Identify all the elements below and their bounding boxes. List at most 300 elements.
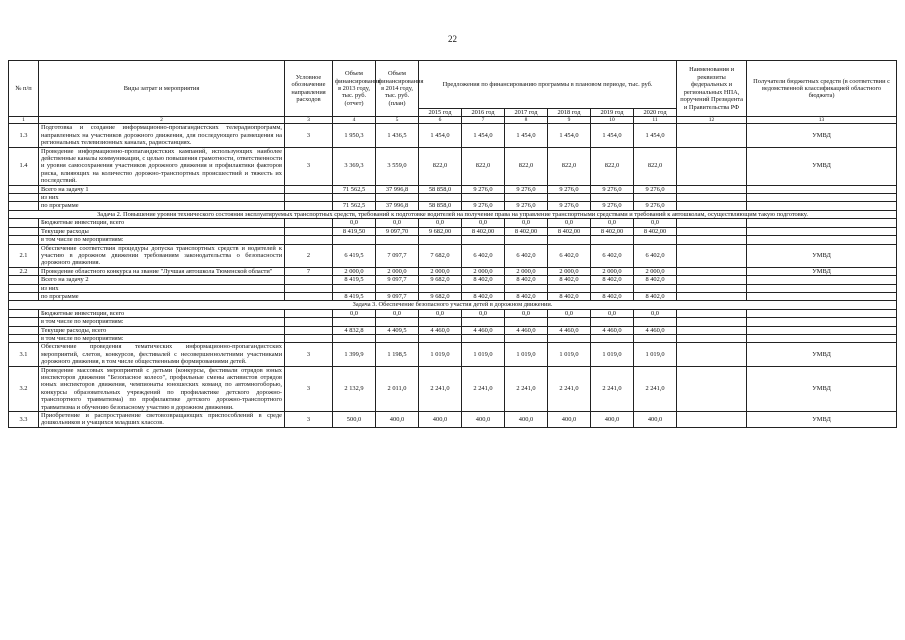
row-name: Проведение областного конкурса на звание "Лучшая автошкола Тюменской области" [39,267,285,275]
empty-cell [285,185,333,193]
value-cell [505,236,548,244]
value-cell [333,236,376,244]
header-year: 2017 год [505,109,548,117]
column-index: 2 [39,117,285,124]
value-cell: 1 019,0 [634,343,677,366]
value-cell [591,284,634,292]
value-cell: 8 402,0 [548,276,591,284]
value-cell: 9 276,0 [634,185,677,193]
value-cell [505,284,548,292]
summary-row [9,185,897,193]
row-name: в том числе по мероприятиям: [39,236,285,244]
federal-cell [677,185,747,193]
value-cell: 4 460,0 [419,326,462,334]
value-cell: 9 682,0 [419,292,462,300]
value-cell: 8 402,00 [462,227,505,235]
value-cell: 822,0 [462,147,505,185]
value-cell [505,194,548,202]
recipient-cell [747,318,897,326]
empty-cell [9,276,39,284]
value-cell: 2 241,0 [548,366,591,411]
value-cell: 0,0 [634,219,677,227]
value-cell [462,236,505,244]
value-cell [462,194,505,202]
value-cell: 1 019,0 [505,343,548,366]
empty-cell [9,219,39,227]
value-cell: 400,0 [548,412,591,428]
value-cell: 8 402,0 [634,276,677,284]
value-cell: 4 460,0 [634,326,677,334]
header-federal: Наименования и реквизиты федеральных и региональных НПА, поручений Президента и Правительства РФ [677,61,747,117]
value-cell: 822,0 [548,147,591,185]
value-cell [634,236,677,244]
column-index: 11 [634,117,677,124]
empty-cell [9,326,39,334]
value-cell: 1 454,0 [634,124,677,147]
empty-cell [9,227,39,235]
value-cell [591,194,634,202]
value-cell: 3 559,0 [376,147,419,185]
value-cell: 6 402,0 [505,244,548,267]
row-name: из них [39,194,285,202]
value-cell: 8 402,0 [505,276,548,284]
value-cell: 400,0 [505,412,548,428]
task-heading-row [9,210,897,218]
value-cell: 2 000,0 [634,267,677,275]
row-name: Бюджетные инвестиции, всего [39,309,285,317]
value-cell: 0,0 [376,219,419,227]
value-cell: 400,0 [376,412,419,428]
value-cell: 2 000,0 [548,267,591,275]
value-cell [591,236,634,244]
recipient-cell [747,284,897,292]
federal-cell [677,334,747,342]
recipient-cell: УМВД [747,267,897,275]
summary-row [9,236,897,244]
summary-row [9,194,897,202]
value-cell: 8 402,0 [634,292,677,300]
table-row [9,124,897,147]
empty-cell [285,219,333,227]
value-cell: 8 419,5 [333,292,376,300]
value-cell [462,318,505,326]
value-cell: 0,0 [505,219,548,227]
value-cell: 822,0 [634,147,677,185]
value-cell: 1 454,0 [462,124,505,147]
federal-cell [677,124,747,147]
column-index: 7 [462,117,505,124]
value-cell: 9 276,0 [548,185,591,193]
table-row [9,412,897,428]
summary-row [9,227,897,235]
value-cell: 58 858,0 [419,202,462,210]
column-index: 13 [747,117,897,124]
recipient-cell: УМВД [747,366,897,411]
value-cell [376,194,419,202]
value-cell: 0,0 [505,309,548,317]
value-cell: 0,0 [462,309,505,317]
value-cell: 0,0 [419,309,462,317]
page-number: 22 [448,34,457,44]
header-vol-2014: Объем финансирования в 2014 году, тыс. руб. (план) [376,61,419,117]
recipient-cell: УМВД [747,124,897,147]
row-code: 3 [285,147,333,185]
federal-cell [677,219,747,227]
value-cell: 6 402,0 [548,244,591,267]
value-cell [333,334,376,342]
value-cell: 1 454,0 [548,124,591,147]
value-cell: 1 454,0 [505,124,548,147]
value-cell: 2 241,0 [634,366,677,411]
row-number: 2.1 [9,244,39,267]
row-code: 3 [285,366,333,411]
value-cell: 0,0 [548,219,591,227]
federal-cell [677,202,747,210]
value-cell: 1 019,0 [462,343,505,366]
header-year: 2019 год [591,109,634,117]
value-cell: 1 399,9 [333,343,376,366]
value-cell: 0,0 [376,309,419,317]
row-number: 2.2 [9,267,39,275]
value-cell [548,334,591,342]
value-cell: 8 402,0 [462,276,505,284]
value-cell [419,318,462,326]
value-cell: 9 276,0 [548,202,591,210]
value-cell: 37 996,8 [376,185,419,193]
federal-cell [677,267,747,275]
summary-row [9,276,897,284]
value-cell [548,318,591,326]
value-cell: 6 419,5 [333,244,376,267]
value-cell: 8 419,50 [333,227,376,235]
row-code: 3 [285,343,333,366]
federal-cell [677,227,747,235]
empty-cell [285,309,333,317]
empty-cell [9,292,39,300]
row-number: 1.4 [9,147,39,185]
value-cell: 1 019,0 [419,343,462,366]
column-index: 9 [548,117,591,124]
value-cell [634,318,677,326]
value-cell: 2 011,0 [376,366,419,411]
column-index: 10 [591,117,634,124]
row-name: Текущие расходы, всего [39,326,285,334]
task-heading: Задача 3. Обеспечение безопасного участия детей в дорожном движении. [9,301,897,309]
federal-cell [677,147,747,185]
federal-cell [677,343,747,366]
row-code: 3 [285,412,333,428]
recipient-cell [747,334,897,342]
recipient-cell [747,292,897,300]
federal-cell [677,318,747,326]
value-cell: 1 950,3 [333,124,376,147]
value-cell [419,236,462,244]
value-cell: 2 000,0 [505,267,548,275]
value-cell: 58 858,0 [419,185,462,193]
empty-cell [285,284,333,292]
federal-cell [677,276,747,284]
value-cell: 6 402,0 [462,244,505,267]
task-heading-row [9,301,897,309]
value-cell [462,334,505,342]
federal-cell [677,236,747,244]
table-row [9,147,897,185]
value-cell: 3 369,3 [333,147,376,185]
value-cell: 9 682,00 [419,227,462,235]
row-name: Текущие расходы [39,227,285,235]
empty-cell [9,236,39,244]
value-cell: 4 460,0 [505,326,548,334]
value-cell: 9 276,0 [462,185,505,193]
value-cell: 1 019,0 [548,343,591,366]
value-cell: 4 460,0 [591,326,634,334]
value-cell [634,194,677,202]
financing-table [8,60,897,428]
value-cell [548,236,591,244]
value-cell: 0,0 [333,309,376,317]
recipient-cell [747,227,897,235]
recipient-cell [747,309,897,317]
value-cell: 9 097,70 [376,227,419,235]
column-index: 3 [285,117,333,124]
federal-cell [677,284,747,292]
value-cell: 7 682,0 [419,244,462,267]
value-cell: 0,0 [591,309,634,317]
summary-row [9,284,897,292]
summary-row [9,219,897,227]
value-cell: 8 402,0 [591,276,634,284]
empty-cell [9,318,39,326]
value-cell: 8 402,00 [505,227,548,235]
value-cell [419,334,462,342]
empty-cell [9,284,39,292]
federal-cell [677,309,747,317]
value-cell [419,284,462,292]
recipient-cell [747,236,897,244]
summary-row [9,202,897,210]
value-cell [462,284,505,292]
federal-cell [677,244,747,267]
value-cell: 400,0 [591,412,634,428]
empty-cell [285,194,333,202]
value-cell: 0,0 [462,219,505,227]
header-recipient: Получатели бюджетных средств (в соответствии с ведомственной классификацией областного бюджета) [747,61,897,117]
value-cell [419,194,462,202]
row-name: Проведение информационно-пропагандистских кампаний, использующих наиболее действенные каналы коммуникации, с целью повышения грамотности, ответственности и уровня самосохранения участников дорожного движения и профилактики факторов риска, влияющих на количество дорожно-транспортных происшествий и тяжесть их последствий. [39,147,285,185]
summary-row [9,292,897,300]
value-cell [548,194,591,202]
recipient-cell [747,326,897,334]
value-cell: 9 097,7 [376,276,419,284]
value-cell: 6 402,0 [634,244,677,267]
value-cell: 400,0 [419,412,462,428]
column-index: 12 [677,117,747,124]
federal-cell [677,412,747,428]
value-cell [333,284,376,292]
value-cell: 0,0 [634,309,677,317]
recipient-cell [747,276,897,284]
table-row [9,366,897,411]
value-cell [333,194,376,202]
recipient-cell [747,202,897,210]
empty-cell [285,227,333,235]
column-index: 6 [419,117,462,124]
recipient-cell: УМВД [747,244,897,267]
value-cell: 9 276,0 [505,185,548,193]
value-cell: 4 409,5 [376,326,419,334]
federal-cell [677,366,747,411]
column-index: 8 [505,117,548,124]
header-year: 2015 год [419,109,462,117]
value-cell: 2 000,0 [419,267,462,275]
value-cell: 9 276,0 [591,185,634,193]
value-cell: 8 402,00 [548,227,591,235]
value-cell: 822,0 [505,147,548,185]
recipient-cell: УМВД [747,343,897,366]
header-vol-2013: Объем финансирования в 2013 году, тыс. руб. (отчет) [333,61,376,117]
empty-cell [285,202,333,210]
empty-cell [285,292,333,300]
value-cell: 2 000,0 [591,267,634,275]
value-cell: 0,0 [419,219,462,227]
empty-cell [285,326,333,334]
row-name: в том числе по мероприятиям: [39,318,285,326]
row-code: 2 [285,244,333,267]
recipient-cell [747,185,897,193]
value-cell: 2 241,0 [505,366,548,411]
column-index: 4 [333,117,376,124]
value-cell [634,334,677,342]
header-year: 2016 год [462,109,505,117]
empty-cell [9,202,39,210]
summary-row [9,309,897,317]
row-number: 3.2 [9,366,39,411]
row-number: 3.3 [9,412,39,428]
value-cell: 9 276,0 [591,202,634,210]
row-name: Подготовка и создание информационно-пропагандистских телерадиопрограмм, направленных на участников дорожного движения, для последующего размещения на региональных телевизионных каналах, радиостанциях. [39,124,285,147]
header-year: 2020 год [634,109,677,117]
value-cell [376,284,419,292]
value-cell: 1 454,0 [591,124,634,147]
value-cell: 37 996,8 [376,202,419,210]
empty-cell [9,185,39,193]
value-cell: 400,0 [462,412,505,428]
empty-cell [285,236,333,244]
row-number: 3.1 [9,343,39,366]
value-cell: 71 562,5 [333,185,376,193]
value-cell: 8 419,5 [333,276,376,284]
value-cell: 0,0 [333,219,376,227]
value-cell: 1 198,5 [376,343,419,366]
value-cell: 2 241,0 [591,366,634,411]
value-cell: 822,0 [591,147,634,185]
value-cell: 71 562,5 [333,202,376,210]
value-cell [505,334,548,342]
value-cell: 2 000,0 [376,267,419,275]
value-cell: 822,0 [419,147,462,185]
value-cell: 8 402,0 [591,292,634,300]
value-cell: 0,0 [591,219,634,227]
header-name: Виды затрат и мероприятия [39,61,285,117]
value-cell: 2 241,0 [462,366,505,411]
value-cell: 9 276,0 [634,202,677,210]
value-cell: 500,0 [333,412,376,428]
recipient-cell [747,194,897,202]
empty-cell [285,334,333,342]
value-cell [333,318,376,326]
row-number: 1.3 [9,124,39,147]
federal-cell [677,326,747,334]
table-row [9,267,897,275]
row-name: Обеспечение проведения тематических информационно-пропагандистских мероприятий, слетов, конкурсов, фестивалей с несовершеннолетними участниками дорожного движения, в том числе общественными формированиями детей. [39,343,285,366]
value-cell [376,318,419,326]
summary-row [9,326,897,334]
table-header [9,61,897,124]
header-no: № п/п [9,61,39,117]
table-row [9,244,897,267]
value-cell: 4 460,0 [548,326,591,334]
table-row [9,343,897,366]
empty-cell [9,334,39,342]
value-cell: 4 460,0 [462,326,505,334]
value-cell: 2 000,0 [462,267,505,275]
column-index: 1 [9,117,39,124]
value-cell [505,318,548,326]
recipient-cell: УМВД [747,147,897,185]
value-cell: 2 241,0 [419,366,462,411]
value-cell: 8 402,00 [634,227,677,235]
row-name: Бюджетные инвестиции, всего [39,219,285,227]
value-cell: 8 402,00 [591,227,634,235]
summary-row [9,318,897,326]
column-index: 5 [376,117,419,124]
row-name: из них [39,284,285,292]
row-name: Приобретение и распространение световозвращающих приспособлений в среде дошкольников и учащихся младших классов. [39,412,285,428]
row-name: в том числе по мероприятиям: [39,334,285,342]
row-name: Обеспечение соответствия процедуры допуска транспортных средств и водителей к участию в дорожном движении требованиям законодательства о безопасности дорожного движения. [39,244,285,267]
value-cell [548,284,591,292]
value-cell: 2 000,0 [333,267,376,275]
value-cell [591,318,634,326]
row-name: Всего на задачу 2 [39,276,285,284]
value-cell: 8 402,0 [462,292,505,300]
empty-cell [285,276,333,284]
value-cell: 9 276,0 [505,202,548,210]
empty-cell [9,194,39,202]
value-cell: 9 097,7 [376,292,419,300]
row-code: 7 [285,267,333,275]
row-code: 3 [285,124,333,147]
value-cell: 9 276,0 [462,202,505,210]
value-cell: 400,0 [634,412,677,428]
table-body [9,124,897,427]
value-cell [634,284,677,292]
task-heading: Задача 2. Повышение уровня технического состояния эксплуатируемых транспортных средств, требований к подготовке водителей на получение права на управление транспортными средствами и требований к автошколам, осуществляющим такую подготовку. [9,210,897,218]
row-name: по программе [39,292,285,300]
empty-cell [9,309,39,317]
header-code: Условное обозначение направления расходов [285,61,333,117]
value-cell: 8 402,0 [548,292,591,300]
recipient-cell: УМВД [747,412,897,428]
header-proposals: Предложения по финансированию программы в плановом периоде, тыс. руб. [419,61,677,109]
row-name: Проведение массовых мероприятий с детьми (конкурсы, фестивали отрядов юных инспекторов движения "Безопасное колесо", профильные смены активистов отрядов юных инспекторов движения, чемпионаты юношеских команд по автомногоборью, конкурсы образовательных учреждений по профилактике детского дорожно-транспортного травматизма) по профилактике детского дорожно-транспортного травматизма и обучению безопасному участию в дорожном движении. [39,366,285,411]
value-cell: 1 019,0 [591,343,634,366]
value-cell: 1 436,5 [376,124,419,147]
summary-row [9,334,897,342]
value-cell [591,334,634,342]
row-name: по программе [39,202,285,210]
value-cell [376,334,419,342]
